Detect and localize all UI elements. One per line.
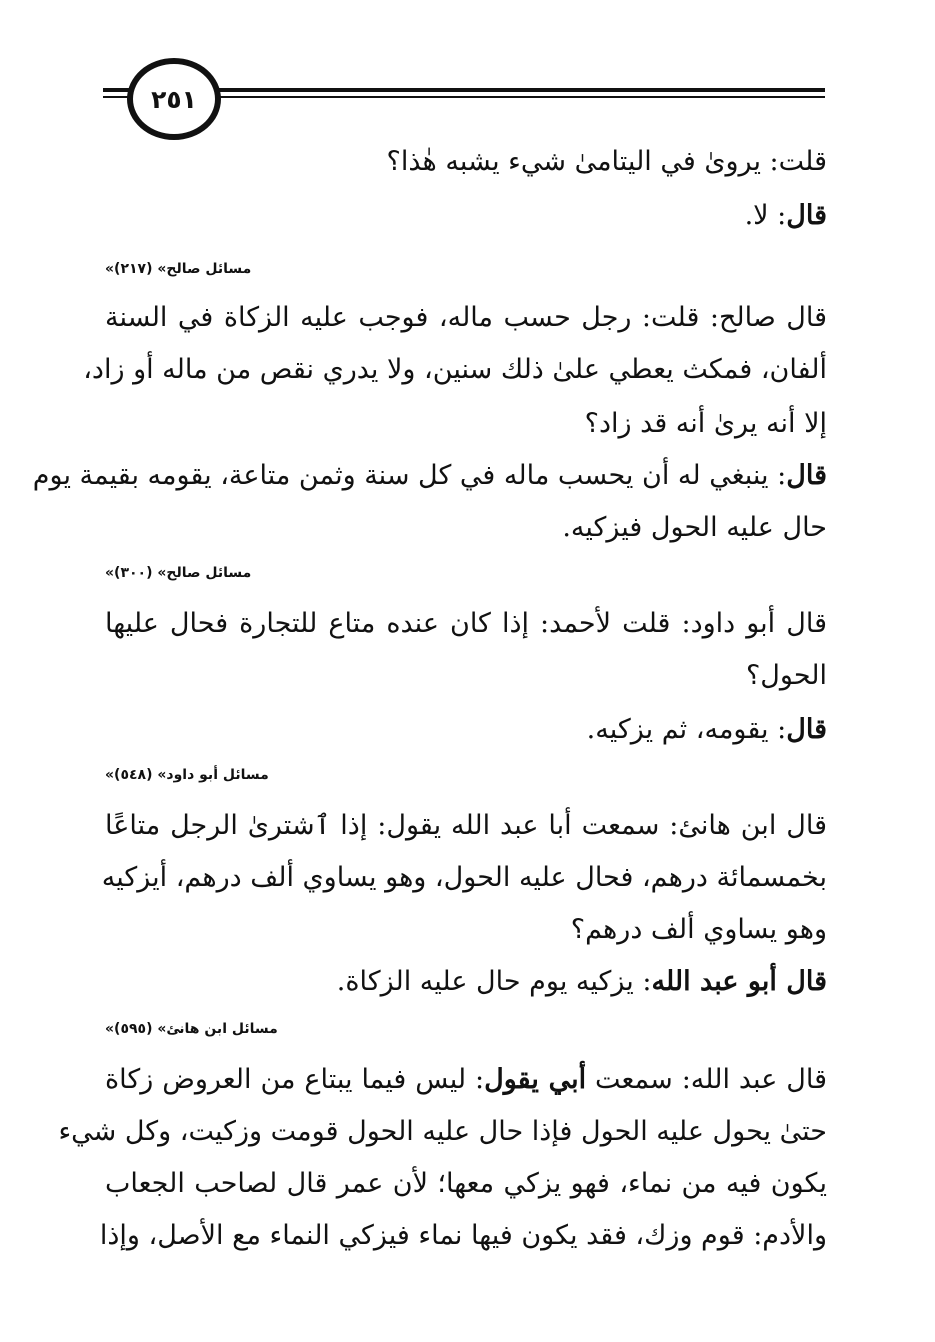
- page-number: ٢٥١: [151, 84, 197, 114]
- text-line: قال أبو عبد الله: يزكيه يوم حال عليه الزكاة.: [336, 966, 827, 997]
- text-line: قال: يقومه، ثم يزكيه.: [586, 714, 827, 745]
- text-line: حال عليه الحول فيزكيه.: [562, 512, 827, 543]
- source-citation: «مسائل صالح» (٢١٧): [105, 261, 252, 277]
- text-line: ألفان، فمكث يعطي علىٰ ذلك سنين، ولا يدري نقص من ماله أو زاد،: [83, 354, 827, 385]
- text-line: قال: لا.: [744, 200, 827, 231]
- source-citation: «مسائل صالح» (٣٠٠): [105, 565, 252, 581]
- text-line: قلت: يرویٰ في اليتامیٰ شيء يشبه هٰذا؟: [386, 146, 827, 177]
- text-line: بخمسمائة درهم، فحال عليه الحول، وهو يساوي ألف درهم، أيزكيه: [101, 862, 827, 893]
- text-line: إلا أنه يریٰ أنه قد زاد؟: [584, 408, 827, 439]
- text-line: قال: ينبغي له أن يحسب ماله في كل سنة وثمن متاعة، يقومه بقيمة يوم: [32, 460, 827, 491]
- page-number-badge: [127, 58, 221, 140]
- text-line: قال ابن هانئ: سمعت أبا عبد الله يقول: إذا ٱشترىٰ الرجل متاعًا: [105, 810, 827, 841]
- text-line: وهو يساوي ألف درهم؟: [570, 914, 827, 945]
- text-line: حتىٰ يحول عليه الحول فإذا حال عليه الحول قومت وزكيت، وكل شيء: [58, 1116, 827, 1147]
- text-line: والأدم: قوم وزك، فقد يكون فيها نماء فيزكي النماء مع الأصل، وإذا: [99, 1220, 827, 1251]
- text-line: قال عبد الله: سمعت أبي يقول: ليس فيما يبتاع من العروض زكاة: [105, 1064, 827, 1095]
- text-line: قال أبو داود: قلت لأحمد: إذا كان عنده متاع للتجارة فحال عليها: [105, 608, 827, 639]
- text-line: قال صالح: قلت: رجل حسب ماله، فوجب عليه الزكاة في السنة: [105, 302, 827, 333]
- text-line: الحول؟: [745, 660, 827, 691]
- source-citation: «مسائل أبو داود» (٥٤٨): [105, 767, 269, 783]
- text-line: يكون فيه من نماء، فهو يزكي معها؛ لأن عمر قال لصاحب الجعاب: [105, 1168, 827, 1199]
- source-citation: «مسائل ابن هانئ» (٥٩٥): [105, 1021, 278, 1037]
